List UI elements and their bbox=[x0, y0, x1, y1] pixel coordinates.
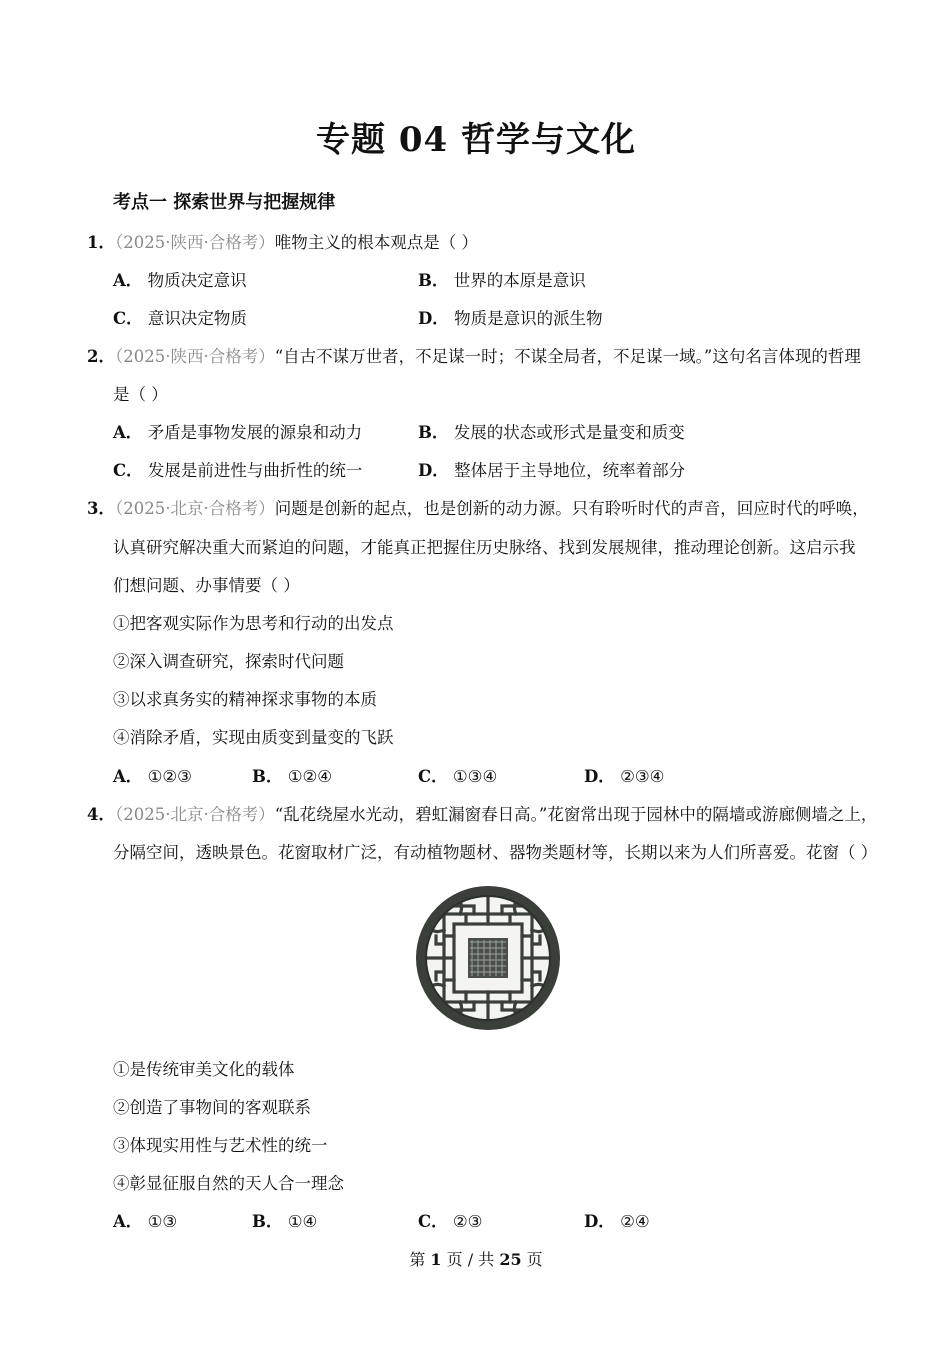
question-number: 2． bbox=[87, 347, 115, 366]
statement-3: ③以求真务实的精神探求事物的本质 bbox=[113, 690, 377, 709]
lattice-window-image bbox=[414, 884, 562, 1032]
statement-4: ④消除矛盾，实现由质变到量变的飞跃 bbox=[113, 728, 394, 747]
q1-option-b: B． 世界的本原是意识 bbox=[418, 271, 586, 290]
q3-option-c: C． ①③④ bbox=[418, 767, 498, 786]
question-number: 3． bbox=[87, 499, 115, 518]
page-total: 25 bbox=[499, 1250, 522, 1269]
page-footer: 第 1 页 / 共 25 页 bbox=[409, 1250, 543, 1269]
statement-2: ②深入调查研究，探索时代问题 bbox=[113, 652, 344, 671]
question-source: （2025·北京·合格考） bbox=[114, 805, 275, 824]
section-heading: 考点一 探索世界与把握规律 bbox=[113, 192, 336, 213]
page-number: 1 bbox=[430, 1250, 442, 1269]
q4-option-c: C． ②③ bbox=[418, 1212, 483, 1231]
q3-option-d: D． ②③④ bbox=[584, 767, 665, 786]
question-stem: 问题是创新的起点，也是创新的动力源。只有聆听时代的声音，回应时代的呼唤， bbox=[274, 499, 869, 518]
question-stem: 唯物主义的根本观点是（ ） bbox=[274, 233, 478, 252]
question-stem-cont: 分隔空间，透映景色。花窗取材广泛，有动植物题材、器物类题材等，长期以来为人们所喜爱。花窗（ ） bbox=[113, 843, 878, 862]
question-number: 1． bbox=[87, 233, 115, 252]
q3-option-a: A． ①②③ bbox=[113, 767, 192, 786]
question-source: （2025·陕西·合格考） bbox=[114, 233, 275, 252]
q1-option-a: A． 物质决定意识 bbox=[113, 271, 247, 290]
question-stem-cont: 认真研究解决重大而紧迫的问题，才能真正把握住历史脉络、找到发展规律，推动理论创新。这启示我 bbox=[113, 538, 856, 557]
question-stem-cont: 是（ ） bbox=[113, 385, 168, 404]
statement-4: ④彰显征服自然的天人合一理念 bbox=[113, 1174, 344, 1193]
statement-2: ②创造了事物间的客观联系 bbox=[113, 1098, 311, 1117]
q4-option-d: D． ②④ bbox=[584, 1212, 650, 1231]
q2-option-c: C． 发展是前进性与曲折性的统一 bbox=[113, 461, 363, 480]
q2-option-a: A． 矛盾是事物发展的源泉和动力 bbox=[113, 423, 363, 442]
question-stem-cont: 们想问题、办事情要（ ） bbox=[113, 576, 300, 595]
q2-option-d: D． 整体居于主导地位，统率着部分 bbox=[418, 461, 686, 480]
statement-3: ③体现实用性与艺术性的统一 bbox=[113, 1136, 328, 1155]
question-stem: “自古不谋万世者，不足谋一时；不谋全局者，不足谋一域。”这句名言体现的哲理 bbox=[274, 347, 861, 366]
question-4 bbox=[87, 801, 877, 825]
q4-option-b: B． ①④ bbox=[252, 1212, 318, 1231]
q1-option-c: C． 意识决定物质 bbox=[113, 309, 247, 328]
question-source: （2025·陕西·合格考） bbox=[114, 347, 275, 366]
question-source: （2025·北京·合格考） bbox=[114, 499, 275, 518]
question-2 bbox=[87, 343, 861, 367]
q3-option-b: B． ①②④ bbox=[252, 767, 333, 786]
statement-1: ①是传统审美文化的载体 bbox=[113, 1060, 295, 1079]
question-1 bbox=[87, 229, 478, 253]
q1-option-d: D． 物质是意识的派生物 bbox=[418, 309, 603, 328]
statement-1: ①把客观实际作为思考和行动的出发点 bbox=[113, 614, 394, 633]
question-number: 4． bbox=[87, 805, 115, 824]
q2-option-b: B． 发展的状态或形式是量变和质变 bbox=[418, 423, 685, 442]
question-3 bbox=[87, 495, 869, 519]
question-stem: “乱花绕屋水光动，碧虹漏窗春日高。”花窗常出现于园林中的隔墙或游廊侧墙之上， bbox=[274, 805, 878, 824]
page-title: 专题 04 哲学与文化 bbox=[316, 120, 636, 160]
q4-option-a: A． ①③ bbox=[113, 1212, 178, 1231]
